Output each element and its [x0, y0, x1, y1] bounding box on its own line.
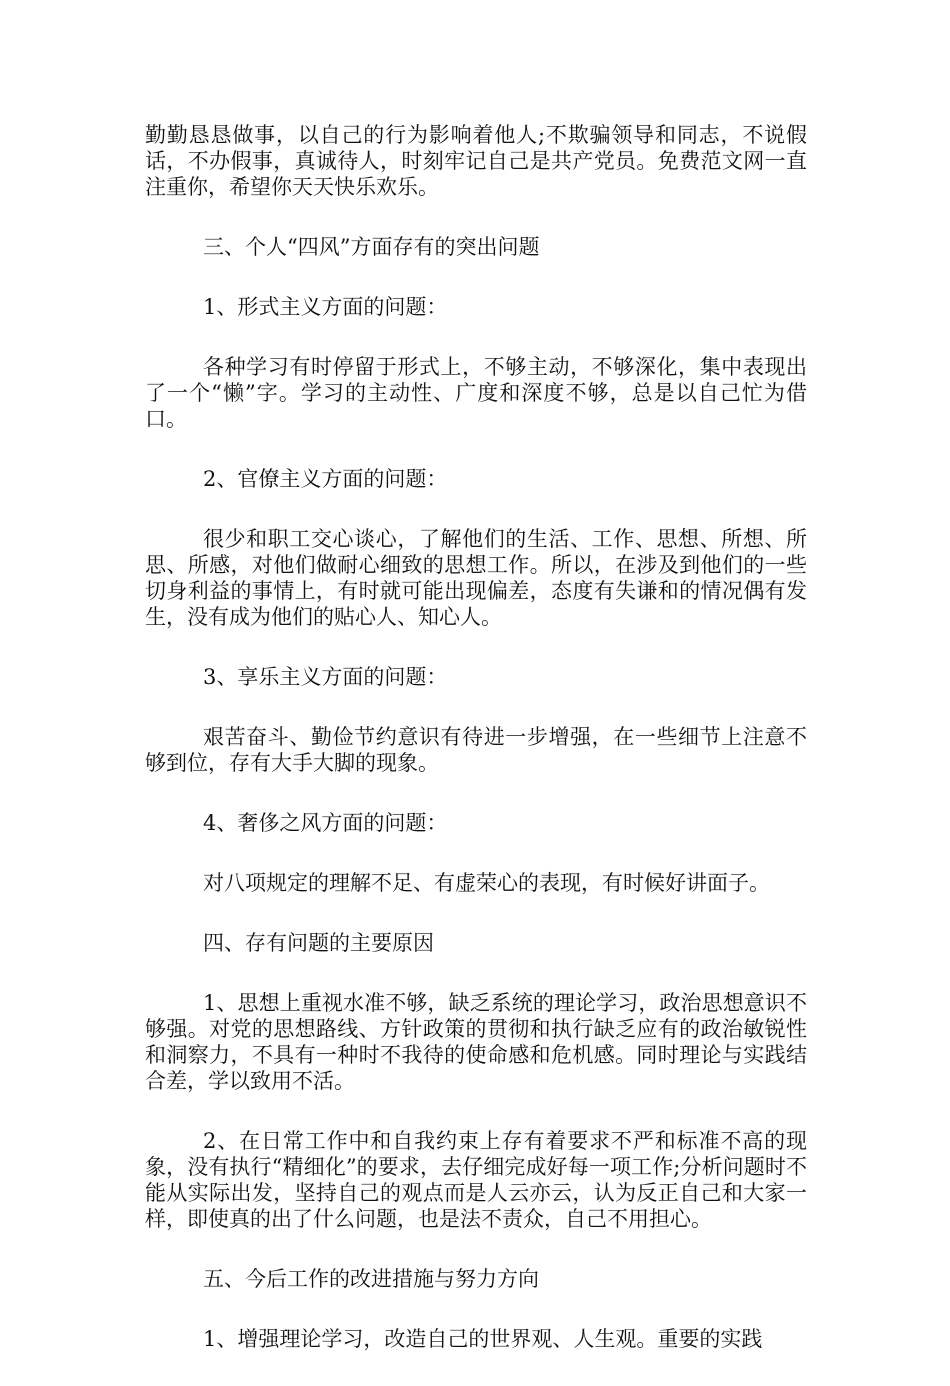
subheading-extravagance: 4、奢侈之风方面的问题： [203, 811, 448, 835]
subheading-formalism: 1、形式主义方面的问题： [203, 295, 448, 319]
section-heading-3: 三、个人“四风”方面存有的突出问题 [203, 235, 540, 259]
document-page [145, 122, 807, 1386]
section-heading-5: 五、今后工作的改进措施与努力方向 [203, 1267, 539, 1291]
paragraph-improvement-1: 1、增强理论学习，改造自己的世界观、人生观。重要的实践 [203, 1327, 763, 1351]
paragraph-cause-1: 1、思想上重视水准不够，缺乏系统的理论学习，政治思想意识不够强。对党的思想路线、方针政策的贯彻和执行缺乏应有的政治敏锐性和洞察力，不具有一种时不我待的使命感和危机感。同时理论与实践结合差，学以致用不活。 [145, 991, 807, 1093]
paragraph-1: 勤勤恳恳做事，以自己的行为影响着他人;不欺骗领导和同志，不说假话，不办假事，真诚待人，时刻牢记自己是共产党员。免费范文网一直注重你，希望你天天快乐欢乐。 [145, 123, 807, 199]
paragraph-formalism: 各种学习有时停留于形式上，不够主动，不够深化，集中表现出了一个“懒”字。学习的主动性、广度和深度不够，总是以自己忙为借口。 [145, 355, 807, 431]
paragraph-cause-2: 2、在日常工作中和自我约束上存有着要求不严和标准不高的现象，没有执行“精细化”的要求，去仔细完成好每一项工作;分析问题时不能从实际出发，坚持自己的观点而是人云亦云，认为反正自己和大家一样，即使真的出了什么问题，也是法不责众，自己不用担心。 [145, 1129, 807, 1231]
paragraph-bureaucratism: 很少和职工交心谈心，了解他们的生活、工作、思想、所想、所思、所感，对他们做耐心细致的思想工作。所以，在涉及到他们的一些切身利益的事情上，有时就可能出现偏差，态度有失谦和的情况偶有发生，没有成为他们的贴心人、知心人。 [145, 527, 807, 629]
subheading-bureaucratism: 2、官僚主义方面的问题： [203, 467, 448, 491]
paragraph-extravagance: 对八项规定的理解不足、有虚荣心的表现，有时候好讲面子。 [203, 871, 770, 895]
paragraph-hedonism: 艰苦奋斗、勤俭节约意识有待进一步增强，在一些细节上注意不够到位，存有大手大脚的现象。 [145, 725, 807, 775]
section-heading-4: 四、存有问题的主要原因 [203, 931, 434, 955]
subheading-hedonism: 3、享乐主义方面的问题： [203, 665, 448, 689]
